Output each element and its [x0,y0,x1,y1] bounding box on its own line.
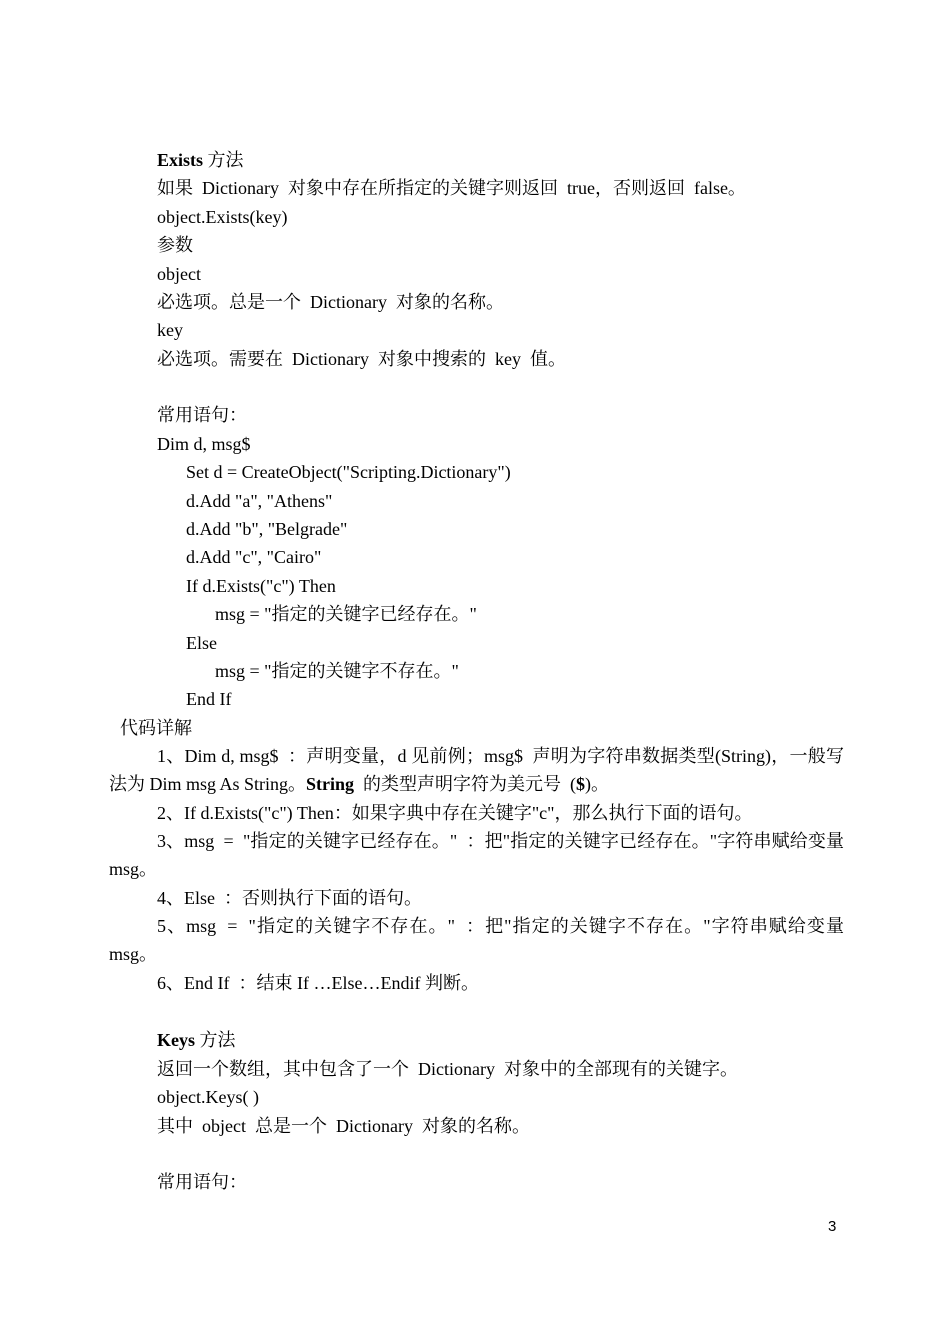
code-line: msg = "指定的关键字已经存在。" [215,604,477,624]
code-line: d.Add "c", "Cairo" [186,547,322,567]
code-line: Else [186,633,217,653]
explanation-item-6: 6、End If ：结束 If …Else…Endif 判断。 [157,973,479,993]
explanation-item-1-text-2: 的类型声明字符为美元号 ( [354,774,577,794]
param-key-name: key [157,320,183,340]
page-number: 3 [828,1218,837,1235]
explanation-heading: 代码详解 [120,718,192,738]
exists-heading-suffix: 方法 [203,150,244,170]
explanation-item-2: 2、If d.Exists("c") Then：如果字典中存在关键字"c"，那么执行下面的语句。 [157,803,753,823]
keys-syntax: object.Keys( ) [157,1087,259,1107]
code-line: msg = "指定的关键字不存在。" [215,661,459,681]
common-statements-label: 常用语句： [157,405,247,425]
param-object-desc: 必选项。总是一个 Dictionary 对象的名称。 [157,292,504,312]
code-line: d.Add "b", "Belgrade" [186,519,348,539]
exists-heading [157,146,244,174]
explanation-item-1 [109,742,844,794]
code-line: End If [186,689,232,709]
code-line: Dim d, msg$ [157,434,251,454]
explanation-item-4: 4、Else ：否则执行下面的语句。 [157,888,422,908]
param-object-name: object [157,264,201,284]
keys-heading-suffix: 方法 [195,1030,236,1050]
exists-description: 如果 Dictionary 对象中存在所指定的关键字则返回 true，否则返回 false。 [157,178,746,198]
code-line: Set d = CreateObject("Scripting.Dictionary") [186,462,511,482]
exists-syntax: object.Exists(key) [157,207,288,227]
param-key-desc: 必选项。需要在 Dictionary 对象中搜索的 key 值。 [157,349,566,369]
keys-description: 返回一个数组，其中包含了一个 Dictionary 对象中的全部现有的关键字。 [157,1059,738,1079]
keys-method-name: Keys [157,1030,195,1050]
keys-common-statements-label: 常用语句： [157,1172,247,1192]
dollar-sign-keyword: $ [576,774,586,794]
code-line: d.Add "a", "Athens" [186,491,333,511]
params-label: 参数 [157,235,193,255]
keys-note: 其中 object 总是一个 Dictionary 对象的名称。 [157,1116,530,1136]
explanation-item-1-text-3: )。 [585,774,610,794]
code-line: If d.Exists("c") Then [186,576,336,596]
exists-method-name: Exists [157,150,204,170]
keys-heading [157,1026,236,1054]
explanation-item-3: 3、msg = "指定的关键字已经存在。" ：把"指定的关键字已经存在。"字符串赋给变量 msg。 [109,831,849,879]
explanation-item-1-text: 1、Dim d, msg$ ：声明变量，d 见前例；msg$ 声明为字符串数据类型(String)，一般写法为 Dim msg As String。 [109,746,844,794]
string-type-keyword: String [306,774,355,794]
explanation-item-5: 5、msg = "指定的关键字不存在。" ：把"指定的关键字不存在。"字符串赋给变量 msg。 [109,916,849,964]
